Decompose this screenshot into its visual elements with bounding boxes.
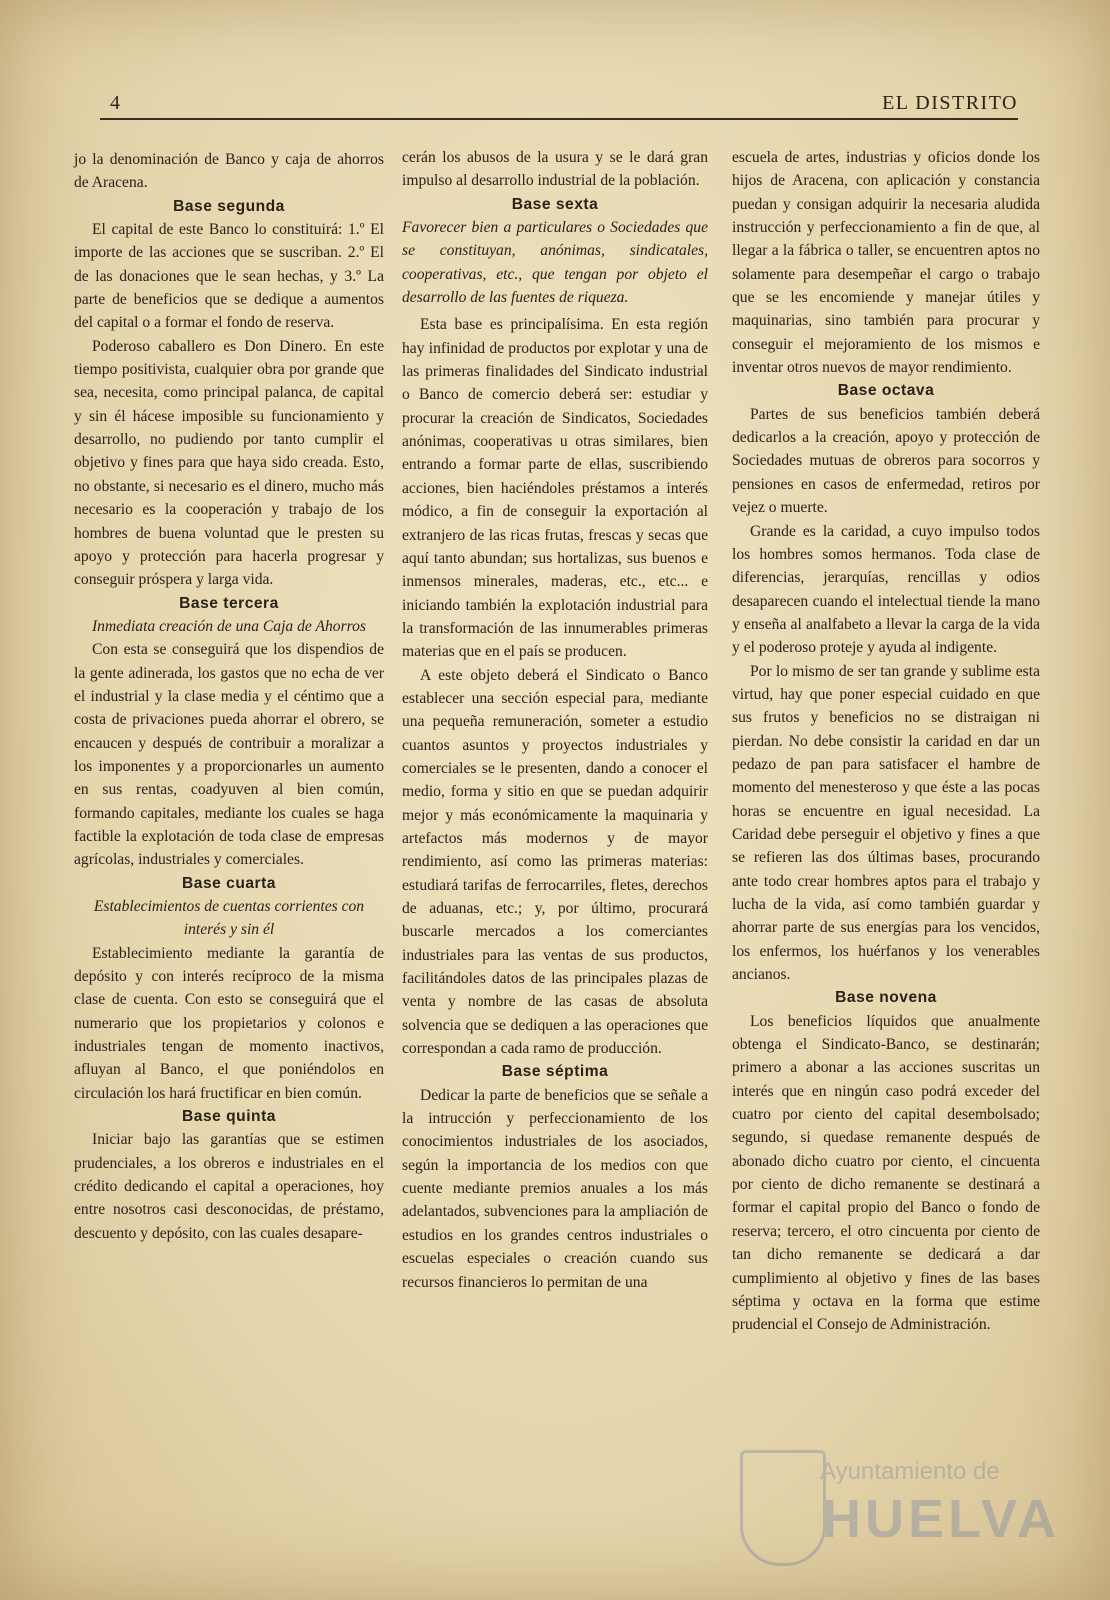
section-subtitle: Inmediata creación de una Caja de Ahorros — [91, 617, 366, 635]
section-heading: Base cuarta — [182, 874, 276, 892]
page-number: 4 — [110, 92, 120, 114]
section-heading: Base séptima — [501, 1063, 609, 1081]
section-heading: Base octava — [837, 382, 935, 400]
paragraph: Dedicar la parte de beneficios que se señale a la intrucción y perfeccionamiento de los conocimientos industriales de los asociados, según la importancia de los medios con que cuente mediante premios anuales a los más adelantados, subvenciones para la ampliación de estudios en los grandes centros industriales o escuelas especiales o creación cuando sus recursos financieros lo permitan de una — [402, 1086, 708, 1291]
paragraph: Poderoso caballero es Don Dinero. En este tiempo positivista, cualquier obra por grande que sea, necesita, como principal palanca, de capital y sin él hácese imposible su funcionamiento y desarrollo, no pudiendo por tanto cumplir el objetivo y fines para que haya sido creada. Esto, no obstante, si necesario es el dinero, mucho más necesario es la cooperación y trabajo de los hombres de buena voluntad que le presten su apoyo y protección para hacerla progresar y conseguir próspera y larga vida. — [74, 337, 384, 589]
watermark-line-1: Ayuntamiento de — [820, 1458, 1000, 1485]
paragraph: Grande es la caridad, a cuyo impulso todos los hombres somos hermanos. Toda clase de diferencias, jerarquías, rencillas y odios desaparecen cuando el intelectual tiende la mano y enseña al analfabeto a llevar la carga de la vida y el poderoso proteje y ayuda al indigente. — [732, 522, 1040, 657]
section-heading: Base tercera — [179, 594, 279, 612]
header-rule — [100, 118, 1018, 120]
paragraph: cerán los abusos de la usura y se le dará gran impulso al desarrollo industrial de la población. — [402, 149, 708, 190]
paragraph: Por lo mismo de ser tan grande y sublime esta virtud, hay que poner especial cuidado en que sus frutos y beneficios no se distraigan ni pierdan. No debe consistir la caridad en dar un pedazo de pan para satisfacer el hambre de momento del menesteroso y que éste a las pocas horas se encuentre en igual necesidad. La Caridad debe perseguir el objetivo y fines a que se refieren las dos últimas bases, procurando ante todo crear hombres aptos para el trabajo y lucha de la vida, así como también guardar y ahorrar parte de sus energías para los vencidos, los enfermos, los huérfanos y los venerables ancianos. — [732, 662, 1040, 984]
newspaper-title: EL DISTRITO — [882, 92, 1018, 114]
section-heading: Base sexta — [511, 195, 599, 213]
paragraph: jo la denominación de Banco y caja de ahorros de Aracena. — [74, 151, 384, 192]
paragraph: Establecimiento mediante la garantía de depósito y con interés recíproco de la misma clase de cuenta. Con esto se conseguirá que el numerario que los propietarios y colonos e industriales tengan de momento inactivos, afluyan al Banco, el que poniéndolos en circulación los hará fructificar en bien común. — [74, 944, 384, 1102]
column-3 — [732, 146, 1040, 1337]
column-2 — [402, 146, 708, 1294]
column-1 — [74, 148, 384, 1245]
paragraph: Los beneficios líquidos que anualmente obtenga el Sindicato-Banco, se destinarán; primero a abonar a las acciones suscritas un interés que en ningún caso podrá exceder del cuatro por ciento del capital desembolsado; segundo, si quedase remanente después de abonado dicho cuatro por ciento, el cincuenta por ciento de dicho remanente se destinará a formar el capital propio del Banco o fondo de reserva; tercero, el otro cincuenta por ciento de tan dicho remanente se dedicará a dar cumplimiento al objetivo y fines de las bases séptima y octava en la forma que estime prudencial el Consejo de Administración. — [732, 1012, 1040, 1334]
section-heading: Base novena — [835, 989, 937, 1007]
page-header — [100, 92, 1018, 118]
paragraph: escuela de artes, industrias y oficios donde los hijos de Aracena, con aplicación y constancia puedan y consigan adquirir la necesaria aludida instrucción y perfeccionamiento a fin de que, al llegar a la fábrica o taller, se encuentren aptos no solamente para desempeñar el cargo o trabajo que se les encomiende y manejar útiles y maquinarias, sino también para procurar y conseguir el mejoramiento de los mismos e inventar otros nuevos de mayor rendimiento. — [732, 149, 1040, 377]
paragraph: El capital de este Banco lo constituirá: 1.º El importe de las acciones que se suscriban. 2.º El de las donaciones que le sean hechas, y 3.º La parte de beneficios que se dedique a aumentos del capital o a formar el fondo de reserva. — [74, 221, 384, 332]
coat-of-arms-icon — [740, 1450, 826, 1566]
section-heading: Base segunda — [173, 197, 285, 215]
paragraph: A este objeto deberá el Sindicato o Banco establecer una sección especial para, mediante una pequeña remuneración, someter a estudio cuantos asuntos y proyectos industriales y comerciales se le presenten, dando a conocer el medio, forma y sitio en que se puedan adquirir mejor y más económicamente la maquinaria y artefactos más modernos y de mayor rendimiento, así como las primeras materias: estudiará tarifas de ferrocarriles, fletes, derechos de aduanas, etc.; y, por último, procurará buscarle mercados a los comerciantes industriales para las ventas de sus productos, facilitándoles datos de las principales plazas de venta y nombre de las casas de absoluta solvencia que se dediquen a las operaciones que correspondan a cada ramo de producción. — [402, 666, 708, 1058]
paragraph: Partes de sus beneficios también deberá dedicarlos a la creación, apoyo y protección de Sociedades mutuas de obreros para socorros y pensiones en casos de enfermedad, retiros por vejez o muerte. — [732, 405, 1040, 517]
archive-watermark — [740, 1440, 1060, 1570]
section-subtitle: Establecimientos de cuentas corrientes con interés y sin él — [93, 898, 365, 939]
paragraph: Iniciar bajo las garantías que se estimen prudenciales, a los obreros e industriales en el crédito dedicando el capital a operaciones, hoy entre nosotros casi desconocidas, de préstamo, descuento y depósito, con las cuales desapare- — [74, 1131, 384, 1242]
paragraph: Con esta se conseguirá que los dispendios de la gente adinerada, los gastos que no echa de ver el industrial y la clase media y el céntimo que a costa de privaciones pueda ahorrar el obrero, se encaucen y después de contribuir a moralizar a los imponentes y a proporcionarles un aumento en sus rentas, coadyuven al bien común, formando capitales, mediante los cuales se haga factible la explotación de toda clase de empresas agrícolas, industriales y comerciales. — [74, 641, 384, 869]
paragraph: Esta base es principalísima. En esta región hay infinidad de productos por explotar y una de las primeras finalidades del Sindicato industrial o Banco de comercio deberá ser: estudiar y procurar la creación de Sindicatos, Sociedades anónimas, cooperativas u otras similares, bien entrando a formar parte de ellas, suscribiendo acciones, bien haciéndoles préstamos a interés módico, a fin de conseguir la exportación al extranjero de las ricas frutas, frescas y secas que aquí tanto abundan; sus hortalizas, sus buenos e inmensos minerales, maderas, etc., etc... e iniciando también la explotación industrial para la transformación de las innumerables primeras materias que en el país se producen. — [402, 316, 708, 661]
section-lead: Favorecer bien a particulares o Sociedades que se constituyan, anónimas, sindicatales, cooperativas, etc., que tengan por objeto el desarrollo de las fuentes de riqueza. — [402, 219, 708, 307]
section-heading: Base quinta — [182, 1108, 276, 1126]
watermark-line-2: HUELVA — [822, 1489, 1060, 1549]
